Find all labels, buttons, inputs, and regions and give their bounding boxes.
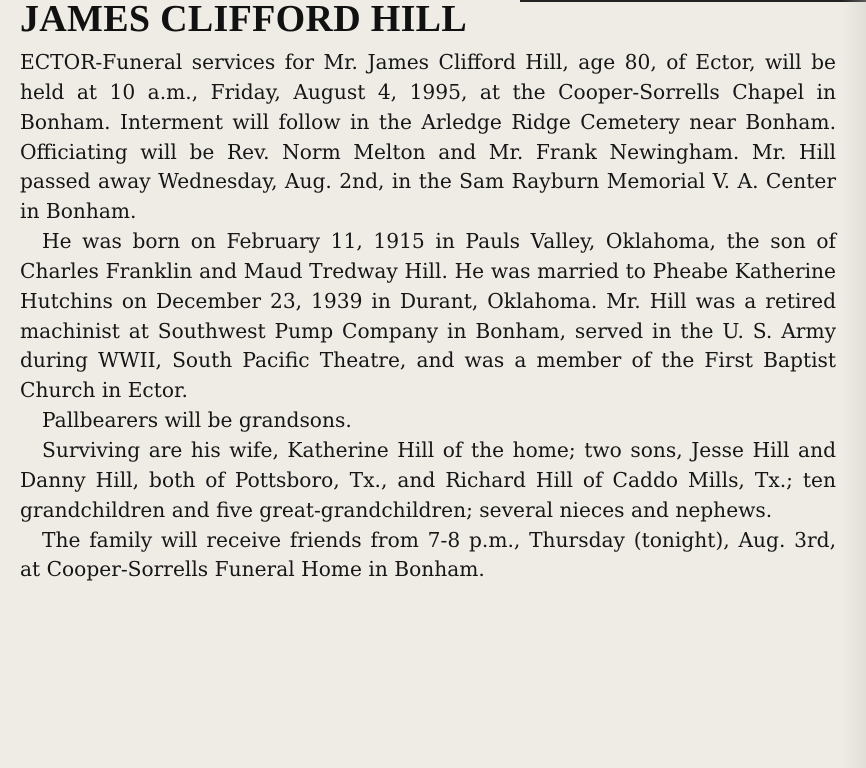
paragraph-biography: He was born on February 11, 1915 in Pauls Valley, Oklahoma, the son of Charles Franklin and Maud Tredway Hill. He was married to Pheabe Katherine Hutchins on December 23, 1939 in Durant, Oklahoma. Mr. Hill was a retired machinist at Southwest Pump Company in Bonham, served in the U. S. Army during WWII, South Pacific Theatre, and was a member of the First Baptist Church in Ector. xyxy=(20,229,836,403)
column-rule xyxy=(520,0,866,2)
obituary-body xyxy=(20,48,836,585)
paragraph-services: ECTOR-Funeral services for Mr. James Clifford Hill, age 80, of Ector, will be held at 10 a.m., Friday, August 4, 1995, at the Cooper-Sorrells Chapel in Bonham. Interment will follow in the Arledge Ridge Cemetery near Bonham. Officiating will be Rev. Norm Melton and Mr. Frank Newingham. Mr. Hill passed away Wednesday, Aug. 2nd, in the Sam Rayburn Memorial V. A. Center in Bonham. xyxy=(20,50,836,224)
paragraph-survivors: Surviving are his wife, Katherine Hill of the home; two sons, Jesse Hill and Danny Hill, both of Pottsboro, Tx., and Richard Hill of Caddo Mills, Tx.; ten grandchildren and five great-grandchildren; several nieces and nephews. xyxy=(20,437,836,522)
obituary-title: JAMES CLIFFORD HILL xyxy=(20,0,467,40)
paragraph-visitation: The family will receive friends from 7-8 p.m., Thursday (tonight), Aug. 3rd, at Cooper-Sorrells Funeral Home in Bonham. xyxy=(20,527,836,582)
adjacent-column-bleed xyxy=(842,0,866,768)
paragraph-pallbearers: Pallbearers will be grandsons. xyxy=(42,408,352,433)
